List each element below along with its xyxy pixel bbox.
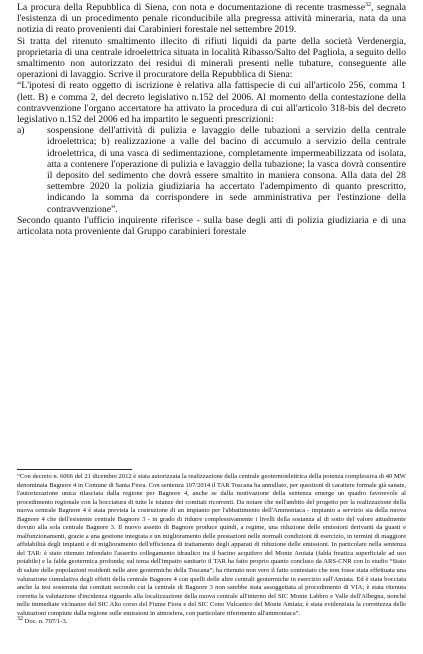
footnotes [17, 473, 406, 627]
footnote-32-number: 32 [17, 616, 23, 623]
footnote-separator [17, 469, 132, 470]
paragraph-1-end: , segnala l'esistenza di un procedimento penale riconducibile alla pregressa attività mineraria, nata da una notizia di reato provenienti dai Carabinieri forestale nel settembre 2019. [17, 2, 407, 36]
paragraph-4: Secondo quanto l'ufficio inquirente riferisce - sulla base degli atti di polizia giudiziaria e di una articolata nota proveniente dal Gruppo carabinieri forestale [17, 214, 406, 238]
footnote-32 [17, 618, 406, 627]
paragraph-1 [17, 2, 406, 36]
paragraph-1-start: La procura della Repubblica di Siena, con nota e documentazione di recente trasmesse [17, 2, 366, 13]
footnote-32-text: Doc. n. 707/1-3. [23, 618, 68, 626]
prescription-item-a-label: a) [17, 125, 25, 137]
paragraph-3-quote: “L'ipotesi di reato oggetto di iscrizione è relativa alla fattispecie di cui all'articolo 256, comma 1 (lett. B) e comma 2, del decreto legislativo n.152 del 2006. Al momento della contestazione della contravvenzione l'organo accertatore ha attivato la procedura di cui all'articolo 318-bis del decreto legislativo n.152 del 2006 ed ha impartito le seguenti prescrizioni: [17, 80, 406, 126]
prescription-item-a [17, 125, 406, 215]
paragraph-2: Si tratta del ritenuto smaltimento illecito di rifiuti liquidi da parte della società Verdenergia, proprietaria di una centrale idroelettrica situata in località Ribasso/Salto del Pagliola, a seguito dello smaltimento non autorizzato dei residui di minerali presenti nelle tubature, conseguente alle operazioni di lavaggio. Scrive il procuratore della Repubblica di Siena: [17, 35, 406, 81]
footnote-ref-32: 32 [365, 1, 372, 8]
main-text [17, 2, 406, 237]
prescription-item-a-text: sospensione dell'attività di pulizia e lavaggio delle tubazioni a servizio della centrale idroelettrica; b) realizzazione a valle del bacino di accumulo a servizio della centrale idroelettrica, di una vasca di sedimentazione, completamente impermeabilizzata od isolata, atta a contenere l'operazione di pulizia e lavaggio della tubazione; la vasca dovrà consentire il deposito del sedimento che dovrà essere smaltito in maniera consona. Alla data del 28 settembre 2020 la polizia giudiziaria ha accertato l'adempimento di quanto prescritto, indicando la somma da corrispondere in sede amministrativa per l'estinzione della contravvenzione”. [47, 125, 406, 215]
footnote-quote: “Con decreto n. 6066 del 21 dicembre 2012 è stata autorizzata la realizzazione della centrale geotermoelettrica della potenza complessiva di 40 MW denominata Bagnore 4 in Comune di Santa Fiora. Con sentenza 107/2014 il TAR Toscana ha annullato, per questioni di carattere formale già sanate, l'autorizzazione unica rilasciata dalla regione per Bagnore 4, anche se dalla motivazione della sentenza emerge un quadro favorevole al procedimento regionale con la bocciatura di tutte le istanze dei comitati ricorrenti. Da notare che nell'ambito del progetto per la realizzazione della nuova centrale Bagnore 4 è stata prevista la costruzione di un impianto per l'abbattimento dell'Ammoniaca - impianto a servizio sia della nuova Bagnore 4 che dell'esistente centrale Bagnore 3 - in grado di ridurre complessivamente i livelli della sostanza al di sotto del valore attualmente dovuto alla sola centrale Bagnore 3. Il nuovo assetto di Bagnore produce quindi, a regime, una riduzione delle emissioni derivanti da guasti e malfunzionamenti, grazie a una gestione integrata e un miglioramento delle prestazioni nelle normali condizioni di esercizio, in termini di maggiore affidabilità degli impianti e di miglioramento dell'efficienza di trattamento degli apparati di riduzione delle emissioni. In particolare nella sentenza del TAR: è stato ritenuto infondato l'asserito collegamento idraulico tra il bacino acquifero del Monte Amiata (falda freatica superficiale ad uso potabile) e la falda geotermica profonda; sul tema dell'impatto sanitario il TAR ha fatto proprio quanto concluso da ARS-CNR con lo studio “Stato di salute delle popolazioni residenti nelle aree geotermiche della Toscana”; ha ritenuto non vero il fatto contestato che non fosse stata effettuata una valutazione cumulativa degli effetti della centrale Bagnore 4 con quelli delle altre centrali geotermiche in esercizio sull'Amiata. Ed è stata bocciata anche la tesi sostenuta dai comitati secondo cui la centrale di Bagnore 3 non sarebbe stata assoggettata al procedimento di VIA; è stata ritenuta corretta la valutazione d'incidenza riguardo alla localizzazione della nuova centrale all'interno del SIC Monte Labbro e Valle dell'Albegna, nonché nelle immediate vicinanze del SIC Alto corso del Fiume Fiora e del SIC Cono Vulcanico del Monte Amiata; è stata evidenziata la correttezza delle valutazioni compiute dalla regione sulle emissioni in atmosfera, con particolare riferimento all'ammoniaca”. [17, 473, 406, 617]
